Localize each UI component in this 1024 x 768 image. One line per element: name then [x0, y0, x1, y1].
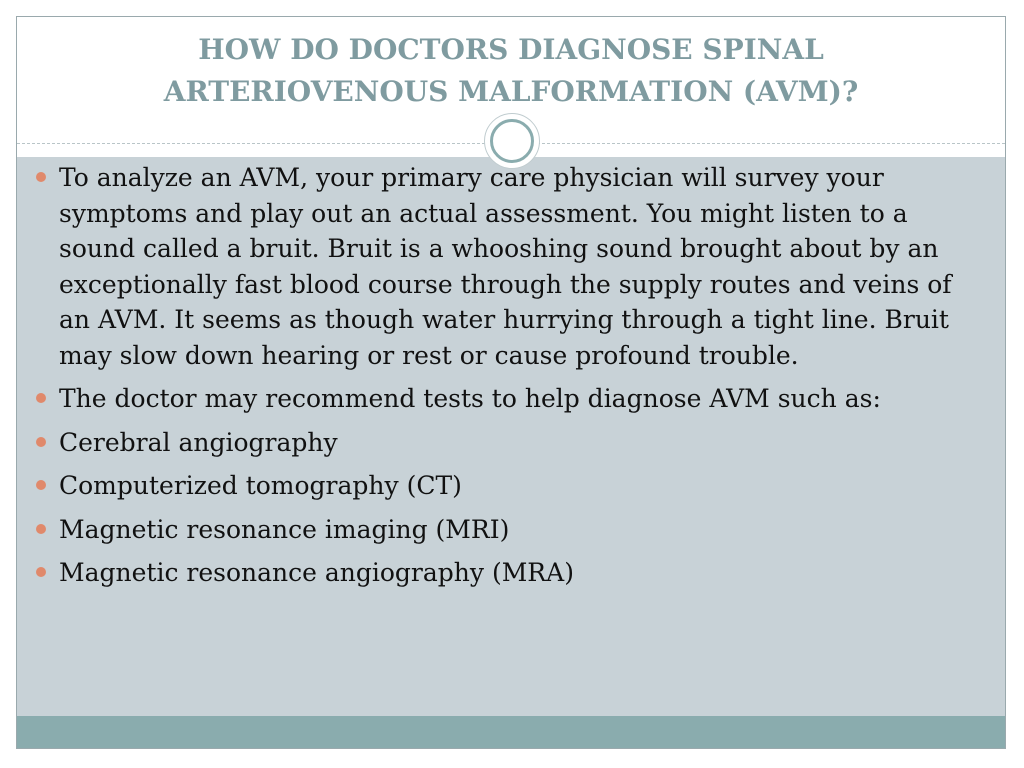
slide-title — [57, 29, 965, 113]
bullet-text: Computerized tomography (CT) — [59, 471, 462, 500]
bullet-text: The doctor may recommend tests to help diagnose AVM such as: — [59, 384, 881, 413]
bullet-item — [36, 512, 956, 548]
bullet-item — [36, 555, 956, 591]
bullet-text: Cerebral angiography — [59, 427, 338, 457]
bullet-text: Magnetic resonance angiography (MRA) — [59, 558, 574, 587]
bullet-item — [36, 160, 956, 373]
bullet-dot-icon — [36, 172, 46, 182]
circle-ornament-ring — [490, 119, 534, 163]
slide-title-line-2: ARTERIOVENOUS MALFORMATION (AVM)? — [163, 75, 859, 108]
slide-title-line-1: HOW DO DOCTORS DIAGNOSE SPINAL — [198, 33, 824, 66]
bullet-dot-icon — [36, 567, 46, 577]
bullet-text: Magnetic resonance imaging (MRI) — [59, 514, 510, 544]
bullet-dot-icon — [36, 480, 46, 490]
bullet-item — [36, 381, 956, 417]
footer-band — [17, 716, 1005, 749]
bullet-list — [36, 160, 956, 599]
bullet-dot-icon — [36, 437, 46, 447]
bullet-item — [36, 425, 956, 461]
bullet-dot-icon — [36, 524, 46, 534]
bullet-dot-icon — [36, 393, 46, 403]
bullet-item — [36, 468, 956, 504]
bullet-text: To analyze an AVM, your primary care physician will survey your symptoms and play out an actual assessment. You might listen to a sound called a bruit. Bruit is a whooshing sound brought about by an exceptionally fast blood course through the supply routes and veins of an AVM. It seems as though water hurrying through a tight line. Bruit may slow down hearing or rest or cause profound trouble. — [59, 163, 952, 370]
